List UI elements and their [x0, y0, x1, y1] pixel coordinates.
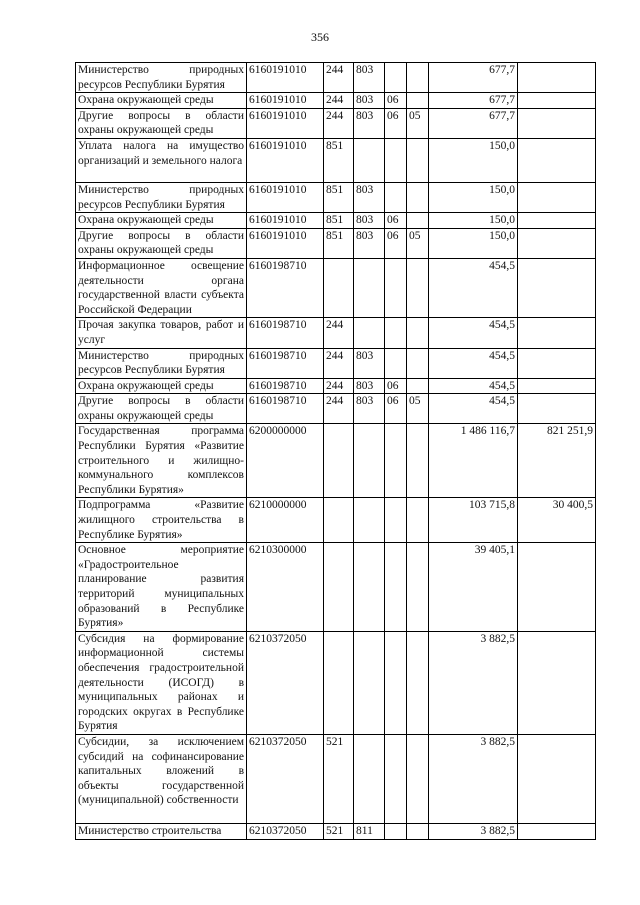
amount-second-cell — [518, 228, 596, 258]
target-code-cell: 6160198710 — [247, 378, 324, 394]
ministry-code-cell: 803 — [354, 228, 385, 258]
amount-cell: 150,0 — [429, 182, 518, 212]
subsection-cell — [407, 213, 429, 229]
expense-type-cell — [324, 258, 354, 317]
table-row — [76, 228, 596, 258]
section-cell: 06 — [385, 108, 407, 138]
section-cell — [385, 138, 407, 182]
amount-second-cell — [518, 543, 596, 632]
table-row — [76, 378, 596, 394]
amount-cell: 454,5 — [429, 394, 518, 424]
target-code-cell: 6210372050 — [247, 823, 324, 839]
amount-second-cell — [518, 318, 596, 348]
section-cell — [385, 318, 407, 348]
expense-type-cell: 244 — [324, 318, 354, 348]
ministry-code-cell: 803 — [354, 93, 385, 109]
page-number: 356 — [311, 30, 329, 44]
subsection-cell — [407, 631, 429, 734]
ministry-code-cell: 803 — [354, 213, 385, 229]
item-name-cell: Охрана окружающей среды — [76, 213, 247, 229]
amount-second-cell — [518, 213, 596, 229]
amount-second-cell — [518, 182, 596, 212]
section-cell: 06 — [385, 378, 407, 394]
amount-cell: 150,0 — [429, 138, 518, 182]
ministry-code-cell: 803 — [354, 182, 385, 212]
ministry-code-cell: 811 — [354, 823, 385, 839]
section-cell: 06 — [385, 213, 407, 229]
target-code-cell: 6160191010 — [247, 213, 324, 229]
ministry-code-cell: 803 — [354, 378, 385, 394]
amount-cell: 454,5 — [429, 258, 518, 317]
amount-second-cell: 821 251,9 — [518, 424, 596, 498]
subsection-cell: 05 — [407, 228, 429, 258]
table-row — [76, 394, 596, 424]
section-cell — [385, 734, 407, 823]
table-row — [76, 108, 596, 138]
amount-cell: 3 882,5 — [429, 734, 518, 823]
item-name-cell: Министерство строительства — [76, 823, 247, 839]
ministry-code-cell — [354, 424, 385, 498]
expense-type-cell — [324, 543, 354, 632]
item-name-cell: Государственная программа Республики Бурятия «Развитие строительного и жилищно-коммунального комплексов Республики Бурятия» — [76, 424, 247, 498]
amount-second-cell — [518, 93, 596, 109]
budget-table — [75, 62, 596, 840]
subsection-cell — [407, 138, 429, 182]
amount-cell: 103 715,8 — [429, 498, 518, 543]
ministry-code-cell — [354, 258, 385, 317]
target-code-cell: 6160198710 — [247, 394, 324, 424]
target-code-cell: 6160191010 — [247, 63, 324, 93]
target-code-cell: 6160198710 — [247, 258, 324, 317]
table-row — [76, 182, 596, 212]
subsection-cell — [407, 63, 429, 93]
ministry-code-cell — [354, 138, 385, 182]
subsection-cell — [407, 348, 429, 378]
amount-second-cell — [518, 108, 596, 138]
item-name-cell: Другие вопросы в области охраны окружающей среды — [76, 228, 247, 258]
ministry-code-cell — [354, 318, 385, 348]
target-code-cell: 6200000000 — [247, 424, 324, 498]
expense-type-cell: 244 — [324, 348, 354, 378]
amount-second-cell — [518, 348, 596, 378]
amount-cell: 150,0 — [429, 228, 518, 258]
item-name-cell: Субсидия на формирование информационной системы обеспечения градостроительной деятельности (ИСОГД) в муниципальных районах и городских округах в Республике Бурятия — [76, 631, 247, 734]
amount-cell: 3 882,5 — [429, 823, 518, 839]
section-cell — [385, 543, 407, 632]
target-code-cell: 6160191010 — [247, 182, 324, 212]
expense-type-cell: 244 — [324, 63, 354, 93]
amount-second-cell — [518, 378, 596, 394]
expense-type-cell: 851 — [324, 138, 354, 182]
amount-second-cell — [518, 823, 596, 839]
table-row — [76, 318, 596, 348]
subsection-cell — [407, 258, 429, 317]
target-code-cell: 6210372050 — [247, 734, 324, 823]
expense-type-cell: 521 — [324, 734, 354, 823]
subsection-cell: 05 — [407, 108, 429, 138]
item-name-cell: Подпрограмма «Развитие жилищного строительства в Республике Бурятия» — [76, 498, 247, 543]
expense-type-cell: 244 — [324, 378, 354, 394]
table-row — [76, 631, 596, 734]
section-cell — [385, 258, 407, 317]
ministry-code-cell: 803 — [354, 63, 385, 93]
ministry-code-cell: 803 — [354, 348, 385, 378]
amount-cell: 454,5 — [429, 348, 518, 378]
ministry-code-cell: 803 — [354, 394, 385, 424]
item-name-cell: Уплата налога на имущество организаций и земельного налога — [76, 138, 247, 182]
item-name-cell: Министерство природных ресурсов Республики Бурятия — [76, 182, 247, 212]
table-row — [76, 823, 596, 839]
expense-type-cell — [324, 498, 354, 543]
item-name-cell: Информационное освещение деятельности органа государственной власти субъекта Российской Федерации — [76, 258, 247, 317]
item-name-cell: Основное мероприятие «Градостроительное планирование развития территорий муниципальных образований в Республике Бурятия» — [76, 543, 247, 632]
item-name-cell: Прочая закупка товаров, работ и услуг — [76, 318, 247, 348]
amount-second-cell — [518, 394, 596, 424]
ministry-code-cell — [354, 498, 385, 543]
table-row — [76, 348, 596, 378]
table-row — [76, 213, 596, 229]
subsection-cell — [407, 424, 429, 498]
amount-cell: 150,0 — [429, 213, 518, 229]
amount-second-cell — [518, 258, 596, 317]
amount-cell: 454,5 — [429, 378, 518, 394]
expense-type-cell — [324, 631, 354, 734]
subsection-cell — [407, 182, 429, 212]
item-name-cell: Министерство природных ресурсов Республики Бурятия — [76, 63, 247, 93]
expense-type-cell: 244 — [324, 93, 354, 109]
section-cell — [385, 498, 407, 543]
target-code-cell: 6160191010 — [247, 138, 324, 182]
amount-cell: 39 405,1 — [429, 543, 518, 632]
target-code-cell: 6160198710 — [247, 348, 324, 378]
ministry-code-cell — [354, 631, 385, 734]
expense-type-cell: 244 — [324, 108, 354, 138]
section-cell — [385, 424, 407, 498]
amount-cell: 454,5 — [429, 318, 518, 348]
item-name-cell: Другие вопросы в области охраны окружающей среды — [76, 394, 247, 424]
item-name-cell: Министерство природных ресурсов Республики Бурятия — [76, 348, 247, 378]
section-cell: 06 — [385, 93, 407, 109]
ministry-code-cell — [354, 734, 385, 823]
target-code-cell: 6210300000 — [247, 543, 324, 632]
table-row — [76, 498, 596, 543]
ministry-code-cell: 803 — [354, 108, 385, 138]
target-code-cell: 6210372050 — [247, 631, 324, 734]
ministry-code-cell — [354, 543, 385, 632]
subsection-cell: 05 — [407, 394, 429, 424]
item-name-cell: Охрана окружающей среды — [76, 93, 247, 109]
section-cell — [385, 823, 407, 839]
subsection-cell — [407, 318, 429, 348]
expense-type-cell: 521 — [324, 823, 354, 839]
item-name-cell: Субсидии, за исключением субсидий на софинансирование капитальных вложений в объекты государственной (муниципальной) собственности — [76, 734, 247, 823]
table-row — [76, 63, 596, 93]
expense-type-cell: 851 — [324, 228, 354, 258]
amount-cell: 677,7 — [429, 63, 518, 93]
amount-second-cell — [518, 631, 596, 734]
section-cell — [385, 63, 407, 93]
section-cell: 06 — [385, 228, 407, 258]
amount-second-cell: 30 400,5 — [518, 498, 596, 543]
expense-type-cell: 244 — [324, 394, 354, 424]
amount-cell: 3 882,5 — [429, 631, 518, 734]
expense-type-cell: 851 — [324, 182, 354, 212]
table-row — [76, 543, 596, 632]
target-code-cell: 6160198710 — [247, 318, 324, 348]
item-name-cell: Охрана окружающей среды — [76, 378, 247, 394]
subsection-cell — [407, 378, 429, 394]
table-row — [76, 138, 596, 182]
target-code-cell: 6210000000 — [247, 498, 324, 543]
table-row — [76, 424, 596, 498]
section-cell — [385, 182, 407, 212]
expense-type-cell: 851 — [324, 213, 354, 229]
amount-second-cell — [518, 734, 596, 823]
subsection-cell — [407, 823, 429, 839]
amount-second-cell — [518, 138, 596, 182]
amount-cell: 677,7 — [429, 93, 518, 109]
target-code-cell: 6160191010 — [247, 93, 324, 109]
amount-cell: 1 486 116,7 — [429, 424, 518, 498]
expense-type-cell — [324, 424, 354, 498]
section-cell — [385, 348, 407, 378]
target-code-cell: 6160191010 — [247, 228, 324, 258]
table-row — [76, 258, 596, 317]
amount-second-cell — [518, 63, 596, 93]
subsection-cell — [407, 93, 429, 109]
section-cell: 06 — [385, 394, 407, 424]
section-cell — [385, 631, 407, 734]
table-row — [76, 93, 596, 109]
table-row — [76, 734, 596, 823]
subsection-cell — [407, 734, 429, 823]
subsection-cell — [407, 498, 429, 543]
target-code-cell: 6160191010 — [247, 108, 324, 138]
subsection-cell — [407, 543, 429, 632]
amount-cell: 677,7 — [429, 108, 518, 138]
item-name-cell: Другие вопросы в области охраны окружающей среды — [76, 108, 247, 138]
